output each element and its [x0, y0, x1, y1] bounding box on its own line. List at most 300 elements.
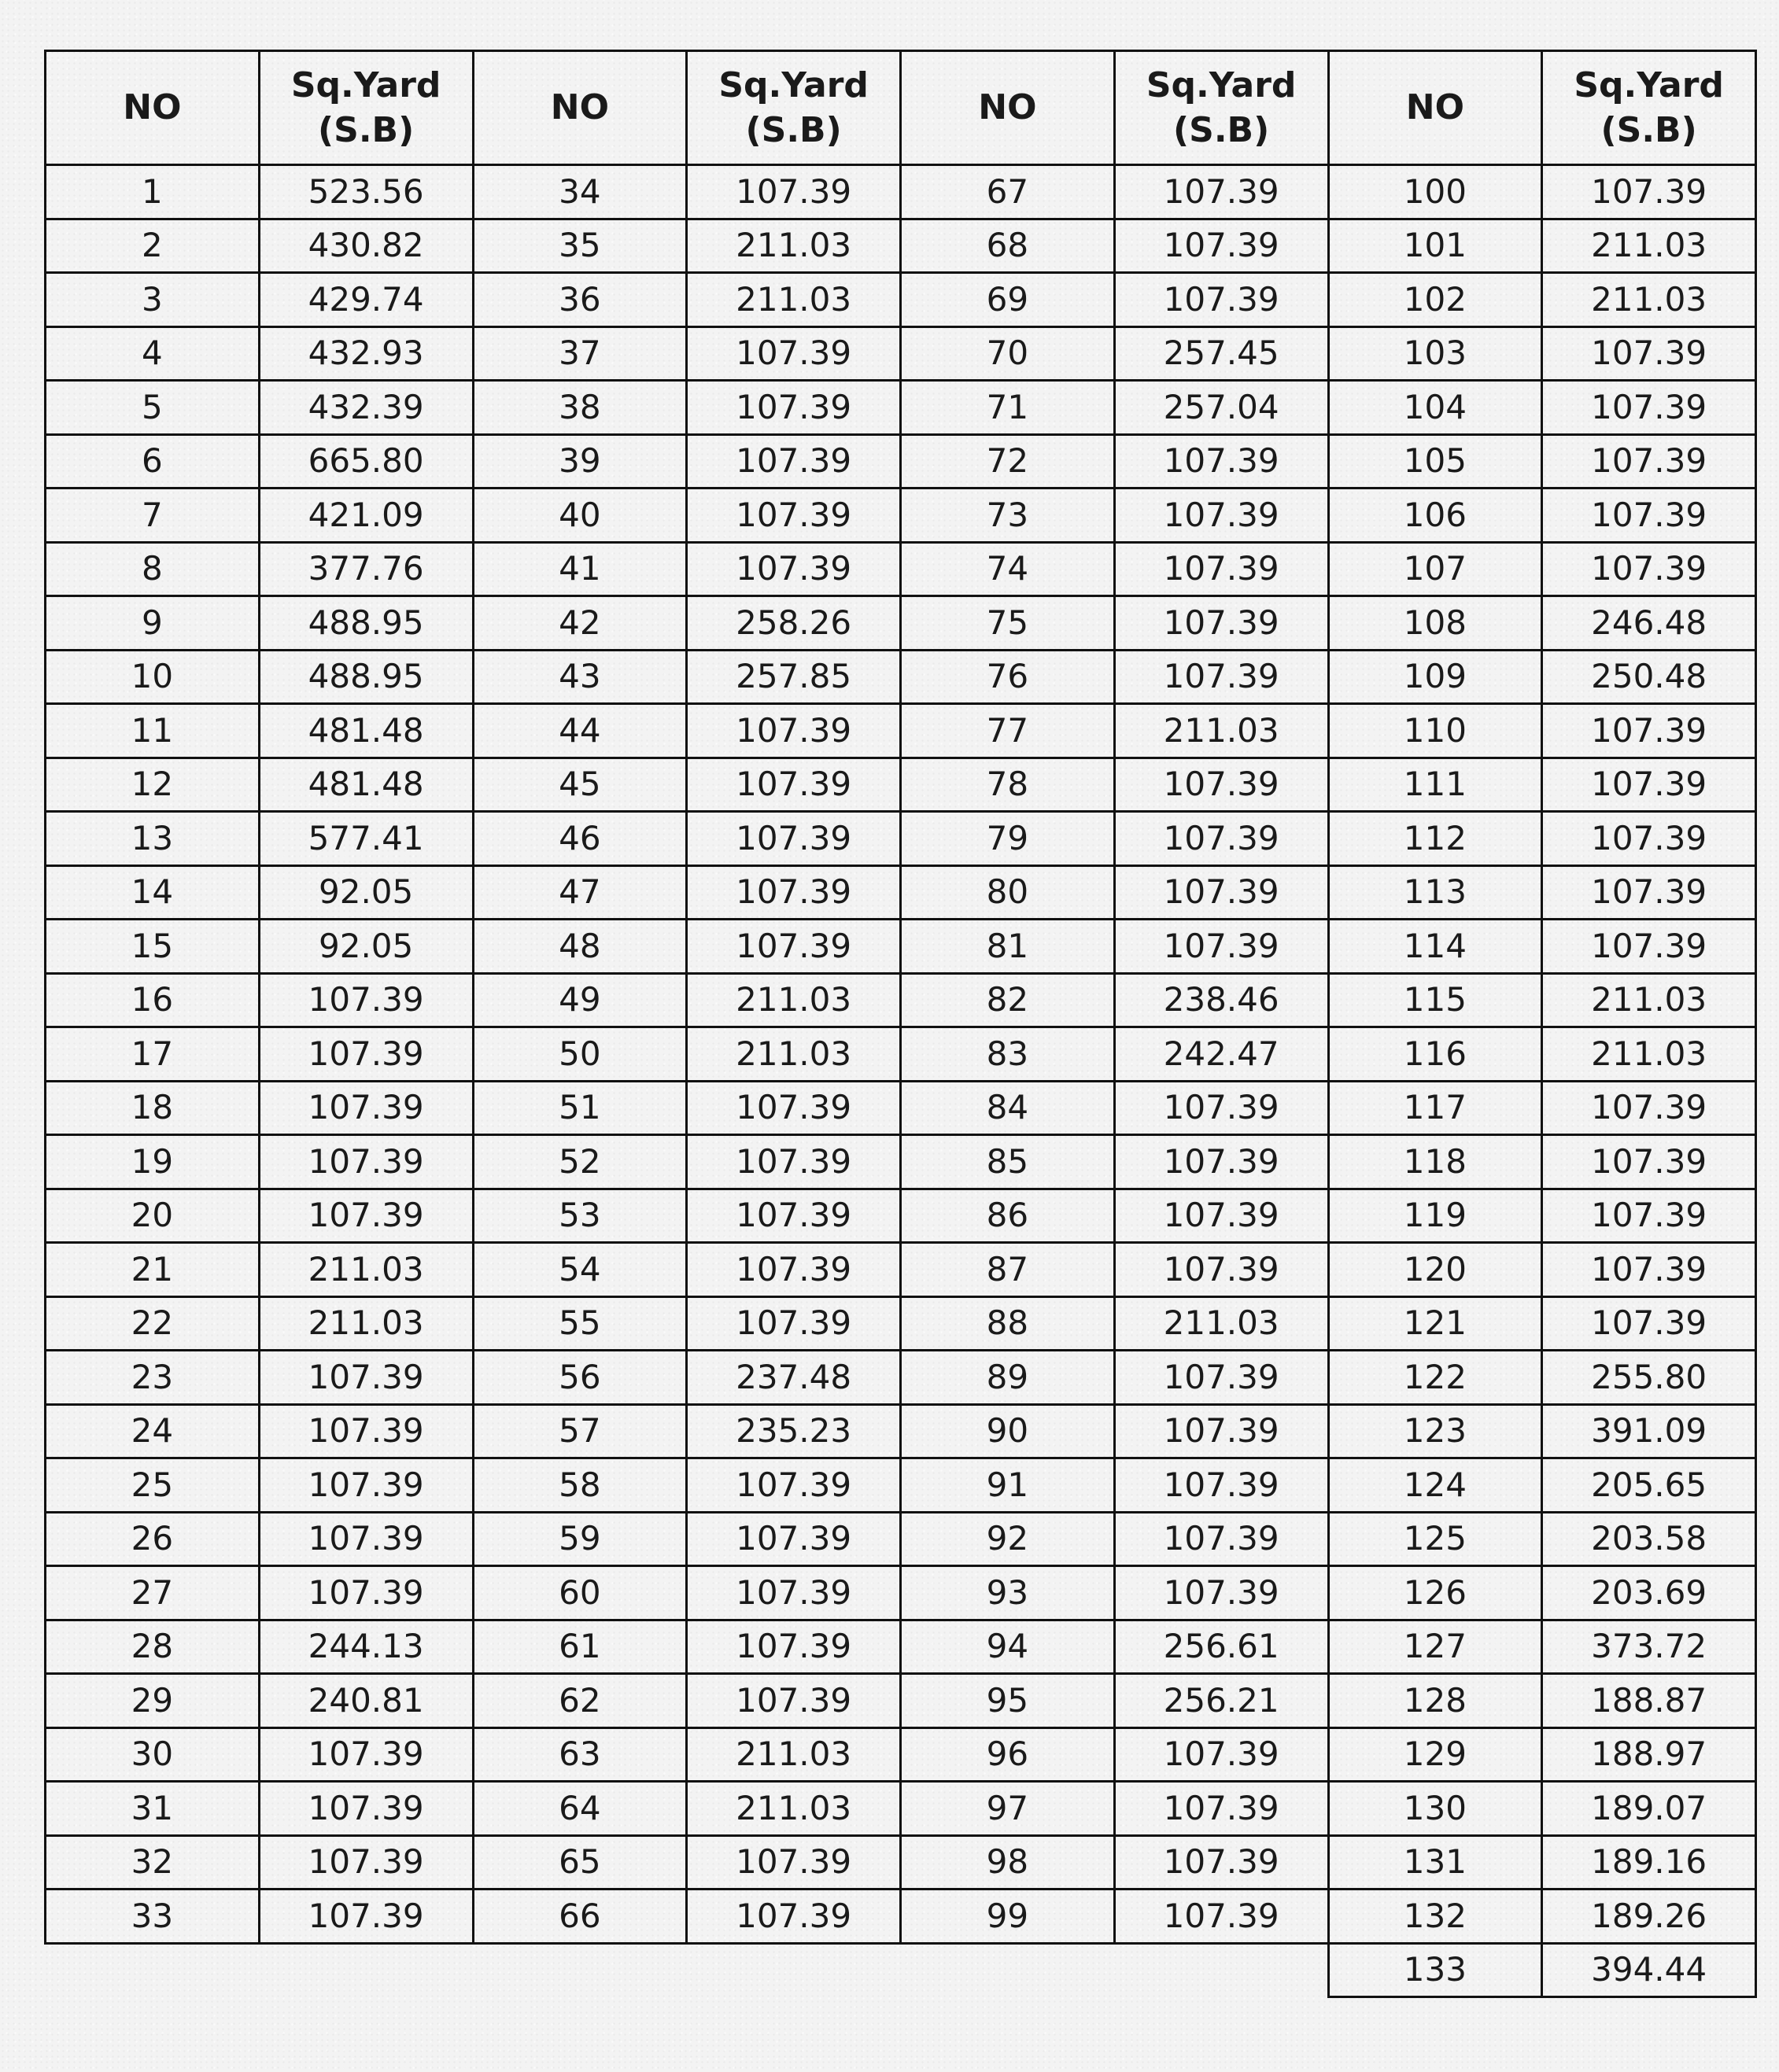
sq-yard-cell: 188.87: [1542, 1674, 1756, 1728]
sq-yard-cell: 421.09: [259, 489, 473, 543]
plot-number-cell: 11: [46, 704, 260, 758]
sq-yard-cell: 107.39: [687, 758, 901, 812]
plot-number-cell: 1: [46, 165, 260, 219]
plot-number-cell: 123: [1328, 1404, 1542, 1458]
sq-yard-cell: 107.39: [1114, 1243, 1328, 1297]
sq-yard-cell: 107.39: [1114, 542, 1328, 596]
sq-yard-cell: 107.39: [687, 1890, 901, 1944]
plot-number-cell: 105: [1328, 434, 1542, 489]
sq-yard-cell: 107.39: [1114, 865, 1328, 920]
plot-number-cell: 3: [46, 273, 260, 327]
sq-yard-cell: 107.39: [259, 1566, 473, 1620]
sq-yard-cell: 107.39: [1114, 1727, 1328, 1782]
plot-number-cell: 89: [901, 1351, 1115, 1405]
sq-yard-cell: 211.03: [1114, 1296, 1328, 1351]
sq-yard-cell: 107.39: [687, 1620, 901, 1674]
table-row: [46, 219, 1756, 273]
sq-yard-cell: 211.03: [687, 219, 901, 273]
plot-number-cell: 31: [46, 1782, 260, 1836]
plot-number-cell: 93: [901, 1566, 1115, 1620]
header-no: [46, 51, 260, 165]
plot-number-cell: 53: [473, 1189, 687, 1243]
table-header: [46, 51, 1756, 165]
sq-yard-cell: 211.03: [259, 1296, 473, 1351]
plot-number-cell: 30: [46, 1727, 260, 1782]
plot-number-cell: 86: [901, 1189, 1115, 1243]
plot-number-cell: 38: [473, 381, 687, 435]
sq-yard-cell: 107.39: [687, 489, 901, 543]
plot-number-cell: 8: [46, 542, 260, 596]
plot-number-cell: 7: [46, 489, 260, 543]
plot-number-cell: 27: [46, 1566, 260, 1620]
sq-yard-cell: 107.39: [1542, 542, 1756, 596]
sq-yard-cell: 203.69: [1542, 1566, 1756, 1620]
empty-cell: [473, 1943, 687, 1997]
table-row: [46, 381, 1756, 435]
plot-number-cell: 116: [1328, 1027, 1542, 1082]
plot-number-cell: 102: [1328, 273, 1542, 327]
plot-number-cell: 88: [901, 1296, 1115, 1351]
sq-yard-cell: 255.80: [1542, 1351, 1756, 1405]
sq-yard-cell: 107.39: [687, 1566, 901, 1620]
header-no: [473, 51, 687, 165]
sq-yard-cell: 211.03: [1542, 973, 1756, 1027]
plot-number-cell: 73: [901, 489, 1115, 543]
sq-yard-cell: 107.39: [1114, 650, 1328, 704]
plot-number-cell: 36: [473, 273, 687, 327]
plot-number-cell: 77: [901, 704, 1115, 758]
sq-yard-cell: 107.39: [687, 1674, 901, 1728]
sq-yard-cell: 107.39: [1542, 1135, 1756, 1189]
sq-yard-cell: 107.39: [1542, 381, 1756, 435]
sq-yard-cell: 665.80: [259, 434, 473, 489]
plot-number-cell: 115: [1328, 973, 1542, 1027]
sq-yard-cell: 107.39: [687, 381, 901, 435]
sq-yard-cell: 373.72: [1542, 1620, 1756, 1674]
header-line-1: Sq.Yard: [1574, 65, 1724, 105]
plot-number-cell: 60: [473, 1566, 687, 1620]
plot-number-cell: 39: [473, 434, 687, 489]
sq-yard-cell: 107.39: [1114, 489, 1328, 543]
plot-number-cell: 90: [901, 1404, 1115, 1458]
empty-cell: [687, 1943, 901, 1997]
plot-number-cell: 54: [473, 1243, 687, 1297]
sq-yard-cell: 107.39: [259, 973, 473, 1027]
sq-yard-cell: 107.39: [259, 1458, 473, 1513]
plot-number-cell: 71: [901, 381, 1115, 435]
plot-number-cell: 55: [473, 1296, 687, 1351]
plot-number-cell: 57: [473, 1404, 687, 1458]
sq-yard-cell: 107.39: [1114, 596, 1328, 651]
plot-number-cell: 118: [1328, 1135, 1542, 1189]
plot-number-cell: 59: [473, 1512, 687, 1566]
header-line-2: (S.B): [1600, 110, 1697, 150]
plot-number-cell: 62: [473, 1674, 687, 1728]
sq-yard-cell: 256.21: [1114, 1674, 1328, 1728]
sq-yard-cell: 107.39: [1542, 165, 1756, 219]
header-row: [46, 51, 1756, 165]
header-line-1: NO: [1405, 87, 1464, 128]
plot-number-cell: 72: [901, 434, 1115, 489]
plot-number-cell: 91: [901, 1458, 1115, 1513]
sq-yard-cell: 577.41: [259, 812, 473, 866]
plot-number-cell: 20: [46, 1189, 260, 1243]
sq-yard-cell: 211.03: [1114, 704, 1328, 758]
sq-yard-cell: 107.39: [1542, 920, 1756, 974]
table-row: [46, 1727, 1756, 1782]
table-row: [46, 542, 1756, 596]
plot-number-cell: 9: [46, 596, 260, 651]
plot-number-cell: 56: [473, 1351, 687, 1405]
header-line-1: Sq.Yard: [290, 65, 441, 105]
plot-number-cell: 63: [473, 1727, 687, 1782]
plot-number-cell: 50: [473, 1027, 687, 1082]
sq-yard-cell: 107.39: [259, 1081, 473, 1135]
plot-number-cell: 48: [473, 920, 687, 974]
sq-yard-cell: 107.39: [1114, 1458, 1328, 1513]
sq-yard-cell: 523.56: [259, 165, 473, 219]
table-row: [46, 650, 1756, 704]
plot-number-cell: 44: [473, 704, 687, 758]
sq-yard-cell: 107.39: [1114, 1512, 1328, 1566]
sq-yard-cell: 107.39: [1542, 434, 1756, 489]
table-row: [46, 1458, 1756, 1513]
plot-number-cell: 109: [1328, 650, 1542, 704]
plot-number-cell: 97: [901, 1782, 1115, 1836]
table-row: [46, 1135, 1756, 1189]
table-row: [46, 1189, 1756, 1243]
plot-number-cell: 33: [46, 1890, 260, 1944]
header-line-1: Sq.Yard: [718, 65, 869, 105]
plot-number-cell: 131: [1328, 1835, 1542, 1890]
plot-number-cell: 43: [473, 650, 687, 704]
plot-number-cell: 4: [46, 326, 260, 381]
plot-number-cell: 66: [473, 1890, 687, 1944]
sq-yard-cell: 107.39: [687, 1296, 901, 1351]
sq-yard-cell: 211.03: [687, 1727, 901, 1782]
table-row: [46, 1081, 1756, 1135]
plot-number-cell: 101: [1328, 219, 1542, 273]
sq-yard-cell: 107.39: [259, 1727, 473, 1782]
sq-yard-cell: 107.39: [1114, 1890, 1328, 1944]
plot-number-cell: 103: [1328, 326, 1542, 381]
sq-yard-cell: 189.26: [1542, 1890, 1756, 1944]
plot-number-cell: 13: [46, 812, 260, 866]
sq-yard-cell: 377.76: [259, 542, 473, 596]
plot-number-cell: 100: [1328, 165, 1542, 219]
plot-number-cell: 104: [1328, 381, 1542, 435]
plot-number-cell: 111: [1328, 758, 1542, 812]
plot-area-table: [44, 50, 1757, 1998]
plot-number-cell: 69: [901, 273, 1115, 327]
plot-number-cell: 52: [473, 1135, 687, 1189]
table-row: [46, 434, 1756, 489]
sq-yard-cell: 107.39: [1542, 704, 1756, 758]
sq-yard-cell: 250.48: [1542, 650, 1756, 704]
sq-yard-cell: 107.39: [259, 1189, 473, 1243]
plot-number-cell: 128: [1328, 1674, 1542, 1728]
sq-yard-cell: 107.39: [687, 812, 901, 866]
plot-number-cell: 96: [901, 1727, 1115, 1782]
table-row: [46, 704, 1756, 758]
table-row: [46, 1782, 1756, 1836]
plot-number-cell: 81: [901, 920, 1115, 974]
sq-yard-cell: 107.39: [1114, 219, 1328, 273]
sq-yard-cell: 107.39: [1542, 1243, 1756, 1297]
header-sq-yard: [687, 51, 901, 165]
plot-number-cell: 75: [901, 596, 1115, 651]
plot-number-cell: 129: [1328, 1727, 1542, 1782]
sq-yard-cell: 107.39: [1114, 273, 1328, 327]
plot-number-cell: 61: [473, 1620, 687, 1674]
sq-yard-cell: 211.03: [687, 273, 901, 327]
plot-number-cell: 126: [1328, 1566, 1542, 1620]
plot-number-cell: 5: [46, 381, 260, 435]
plot-number-cell: 83: [901, 1027, 1115, 1082]
sq-yard-cell: 107.39: [259, 1135, 473, 1189]
sq-yard-cell: 211.03: [259, 1243, 473, 1297]
plot-number-cell: 42: [473, 596, 687, 651]
sq-yard-cell: 107.39: [687, 165, 901, 219]
table-row: [46, 596, 1756, 651]
plot-number-cell: 14: [46, 865, 260, 920]
plot-number-cell: 25: [46, 1458, 260, 1513]
header-line-2: (S.B): [318, 110, 415, 150]
sq-yard-cell: 107.39: [259, 1404, 473, 1458]
sq-yard-cell: 488.95: [259, 650, 473, 704]
header-sq-yard: [1114, 51, 1328, 165]
plot-number-cell: 16: [46, 973, 260, 1027]
sq-yard-cell: 107.39: [687, 920, 901, 974]
sq-yard-cell: 107.39: [1542, 326, 1756, 381]
sq-yard-cell: 430.82: [259, 219, 473, 273]
plot-number-cell: 82: [901, 973, 1115, 1027]
plot-number-cell: 47: [473, 865, 687, 920]
table-row: [46, 1620, 1756, 1674]
table-row: [46, 165, 1756, 219]
plot-number-cell: 132: [1328, 1890, 1542, 1944]
sq-yard-cell: 107.39: [1542, 758, 1756, 812]
table-row: [46, 1674, 1756, 1728]
header-line-2: (S.B): [745, 110, 842, 150]
sq-yard-cell: 107.39: [1542, 865, 1756, 920]
plot-number-cell: 26: [46, 1512, 260, 1566]
sq-yard-cell: 189.07: [1542, 1782, 1756, 1836]
header-sq-yard: [259, 51, 473, 165]
plot-number-cell: 6: [46, 434, 260, 489]
sq-yard-cell: 107.39: [687, 326, 901, 381]
plot-number-cell: 94: [901, 1620, 1115, 1674]
table-row: [46, 1890, 1756, 1944]
plot-number-cell: 19: [46, 1135, 260, 1189]
plot-number-cell: 68: [901, 219, 1115, 273]
plot-number-cell: 45: [473, 758, 687, 812]
sq-yard-cell: 107.39: [1542, 489, 1756, 543]
sq-yard-cell: 244.13: [259, 1620, 473, 1674]
empty-cell: [259, 1943, 473, 1997]
sq-yard-cell: 107.39: [687, 1189, 901, 1243]
plot-number-cell: 41: [473, 542, 687, 596]
sq-yard-cell: 211.03: [1542, 273, 1756, 327]
sq-yard-cell: 391.09: [1542, 1404, 1756, 1458]
plot-number-cell: 110: [1328, 704, 1542, 758]
sq-yard-cell: 107.39: [1114, 434, 1328, 489]
plot-number-cell: 112: [1328, 812, 1542, 866]
plot-number-cell: 87: [901, 1243, 1115, 1297]
header-sq-yard: [1542, 51, 1756, 165]
sq-yard-cell: 107.39: [687, 1512, 901, 1566]
plot-number-cell: 28: [46, 1620, 260, 1674]
sq-yard-cell: 203.58: [1542, 1512, 1756, 1566]
sq-yard-cell: 107.39: [259, 1782, 473, 1836]
plot-number-cell: 108: [1328, 596, 1542, 651]
plot-number-cell: 15: [46, 920, 260, 974]
sq-yard-cell: 240.81: [259, 1674, 473, 1728]
plot-number-cell: 78: [901, 758, 1115, 812]
sq-yard-cell: 211.03: [1542, 219, 1756, 273]
plot-number-cell: 80: [901, 865, 1115, 920]
plot-number-cell: 124: [1328, 1458, 1542, 1513]
header-no: [901, 51, 1115, 165]
sq-yard-cell: 432.93: [259, 326, 473, 381]
plot-number-cell: 74: [901, 542, 1115, 596]
plot-number-cell: 49: [473, 973, 687, 1027]
table-row: [46, 1566, 1756, 1620]
sq-yard-cell: 107.39: [1114, 1782, 1328, 1836]
sq-yard-cell: 107.39: [259, 1027, 473, 1082]
sq-yard-cell: 481.48: [259, 758, 473, 812]
sq-yard-cell: 256.61: [1114, 1620, 1328, 1674]
sq-yard-cell: 107.39: [1114, 758, 1328, 812]
sq-yard-cell: 107.39: [259, 1835, 473, 1890]
plot-number-cell: 106: [1328, 489, 1542, 543]
plot-number-cell: 133: [1328, 1943, 1542, 1997]
sq-yard-cell: 246.48: [1542, 596, 1756, 651]
sq-yard-cell: 107.39: [1114, 1835, 1328, 1890]
plot-number-cell: 125: [1328, 1512, 1542, 1566]
table-row: [46, 1296, 1756, 1351]
plot-number-cell: 95: [901, 1674, 1115, 1728]
plot-number-cell: 70: [901, 326, 1115, 381]
sq-yard-cell: 107.39: [259, 1351, 473, 1405]
sq-yard-cell: 107.39: [1542, 1189, 1756, 1243]
sq-yard-cell: 107.39: [1542, 812, 1756, 866]
sq-yard-cell: 235.23: [687, 1404, 901, 1458]
plot-number-cell: 34: [473, 165, 687, 219]
sq-yard-cell: 211.03: [687, 973, 901, 1027]
sq-yard-cell: 257.45: [1114, 326, 1328, 381]
plot-number-cell: 40: [473, 489, 687, 543]
table-row: [46, 758, 1756, 812]
empty-cell: [1114, 1943, 1328, 1997]
table-row: [46, 1027, 1756, 1082]
plot-number-cell: 76: [901, 650, 1115, 704]
plot-number-cell: 98: [901, 1835, 1115, 1890]
sq-yard-cell: 432.39: [259, 381, 473, 435]
sq-yard-cell: 211.03: [687, 1782, 901, 1836]
sq-yard-cell: 257.85: [687, 650, 901, 704]
sq-yard-cell: 238.46: [1114, 973, 1328, 1027]
sq-yard-cell: 107.39: [1114, 1189, 1328, 1243]
plot-number-cell: 51: [473, 1081, 687, 1135]
table-row: [46, 865, 1756, 920]
sq-yard-cell: 481.48: [259, 704, 473, 758]
sq-yard-cell: 258.26: [687, 596, 901, 651]
sq-yard-cell: 107.39: [687, 434, 901, 489]
sq-yard-cell: 107.39: [1114, 920, 1328, 974]
sq-yard-cell: 107.39: [687, 1243, 901, 1297]
sq-yard-cell: 107.39: [1114, 812, 1328, 866]
sq-yard-cell: 488.95: [259, 596, 473, 651]
table-row: [46, 812, 1756, 866]
sq-yard-cell: 92.05: [259, 865, 473, 920]
table-row: [46, 1512, 1756, 1566]
sq-yard-cell: 107.39: [1542, 1296, 1756, 1351]
plot-number-cell: 84: [901, 1081, 1115, 1135]
table-row: [46, 489, 1756, 543]
sq-yard-cell: 107.39: [259, 1512, 473, 1566]
plot-number-cell: 35: [473, 219, 687, 273]
table-body: [46, 165, 1756, 1997]
plot-number-cell: 127: [1328, 1620, 1542, 1674]
plot-number-cell: 130: [1328, 1782, 1542, 1836]
plot-number-cell: 107: [1328, 542, 1542, 596]
table-row: [46, 1835, 1756, 1890]
header-line-1: NO: [123, 87, 182, 128]
sq-yard-cell: 429.74: [259, 273, 473, 327]
plot-number-cell: 2: [46, 219, 260, 273]
header-line-1: NO: [978, 87, 1037, 128]
sq-yard-cell: 107.39: [687, 1081, 901, 1135]
empty-cell: [901, 1943, 1115, 1997]
table-row: [46, 1243, 1756, 1297]
sq-yard-cell: 188.97: [1542, 1727, 1756, 1782]
plot-number-cell: 99: [901, 1890, 1115, 1944]
plot-number-cell: 65: [473, 1835, 687, 1890]
sq-yard-cell: 107.39: [259, 1890, 473, 1944]
header-line-1: NO: [550, 87, 609, 128]
header-no: [1328, 51, 1542, 165]
sq-yard-cell: 107.39: [687, 1458, 901, 1513]
empty-cell: [46, 1943, 260, 1997]
sq-yard-cell: 211.03: [687, 1027, 901, 1082]
sq-yard-cell: 189.16: [1542, 1835, 1756, 1890]
sq-yard-cell: 107.39: [1542, 1081, 1756, 1135]
sq-yard-cell: 107.39: [1114, 165, 1328, 219]
plot-number-cell: 121: [1328, 1296, 1542, 1351]
sq-yard-cell: 237.48: [687, 1351, 901, 1405]
plot-number-cell: 58: [473, 1458, 687, 1513]
plot-number-cell: 18: [46, 1081, 260, 1135]
sq-yard-cell: 107.39: [1114, 1081, 1328, 1135]
plot-number-cell: 92: [901, 1512, 1115, 1566]
plot-number-cell: 22: [46, 1296, 260, 1351]
plot-number-cell: 122: [1328, 1351, 1542, 1405]
plot-number-cell: 32: [46, 1835, 260, 1890]
plot-number-cell: 67: [901, 165, 1115, 219]
sq-yard-cell: 107.39: [1114, 1566, 1328, 1620]
plot-number-cell: 113: [1328, 865, 1542, 920]
plot-number-cell: 29: [46, 1674, 260, 1728]
plot-number-cell: 64: [473, 1782, 687, 1836]
sq-yard-cell: 107.39: [1114, 1351, 1328, 1405]
sq-yard-cell: 107.39: [1114, 1135, 1328, 1189]
sq-yard-cell: 394.44: [1542, 1943, 1756, 1997]
table-row: [46, 1351, 1756, 1405]
plot-number-cell: 120: [1328, 1243, 1542, 1297]
plot-number-cell: 117: [1328, 1081, 1542, 1135]
plot-number-cell: 79: [901, 812, 1115, 866]
